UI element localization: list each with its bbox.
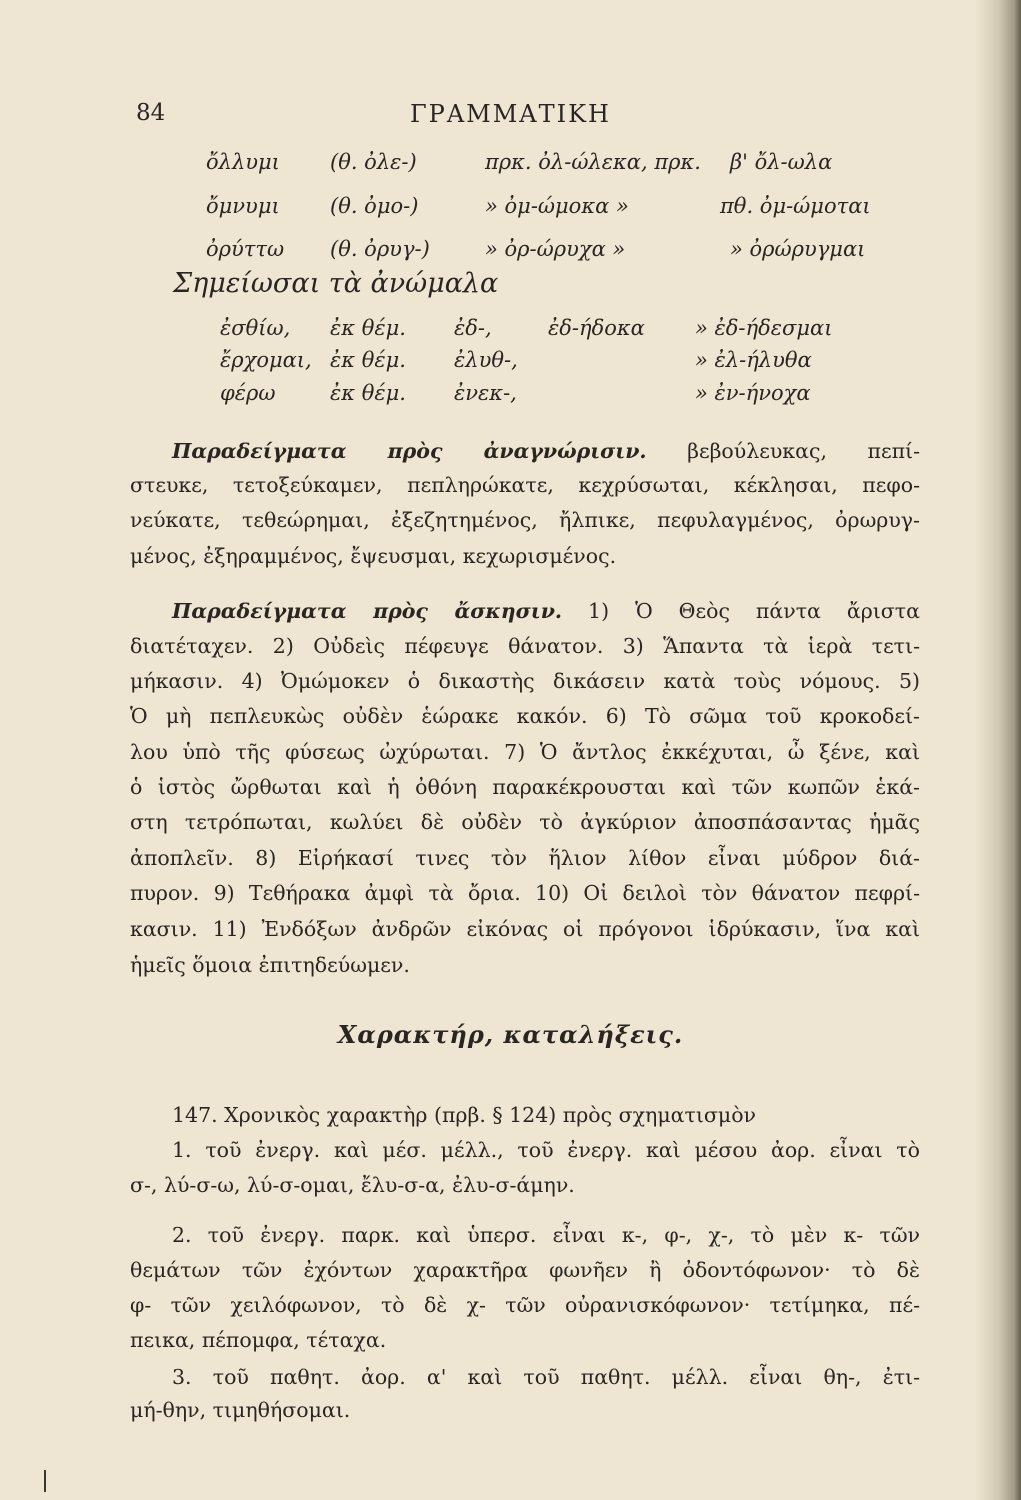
- verb-other-form: » ἐδ-ήδεσμαι: [695, 316, 833, 340]
- margin-mark: [44, 1470, 46, 1492]
- verb-perfect: ἐδ-ήδοκα: [548, 316, 645, 340]
- text-line: [130, 1253, 920, 1287]
- text-line: [130, 699, 920, 733]
- verb-other-form: » ἐλ-ήλυθα: [695, 348, 812, 372]
- text-line: [130, 664, 920, 698]
- line-text: ἡμεῖς ὅμοια ἐπιτηδεύωμεν.: [130, 953, 410, 977]
- text-line: [172, 594, 920, 628]
- paragraph-lead: Παραδείγματα πρὸς ἀναγνώρισιν.: [172, 439, 647, 463]
- text-line: [172, 1133, 920, 1167]
- text-line: [130, 1323, 920, 1357]
- line-text: ἀποπλεῖν. 8) Εἰρήκασί τινες τὸν ἥλιον λίθον εἶναι μύδρον διά-: [130, 846, 920, 870]
- text-line: [130, 503, 920, 537]
- line-text: στευκε, τετοξεύκαμεν, πεπληρώκατε, κεχρύσωται, κέκλησαι, πεφο-: [130, 473, 920, 497]
- verb-source: ἐκ θέμ.: [330, 316, 406, 340]
- page-header: [0, 100, 1021, 140]
- text-line: [130, 735, 920, 769]
- paragraph-lead: Παραδείγματα πρὸς ἄσκησιν.: [172, 599, 563, 623]
- line-text: βεβούλευκας, πεπί-: [646, 439, 921, 463]
- verb-source: ἐκ θέμ.: [330, 381, 406, 405]
- verb-stem: ἐδ-,: [454, 316, 492, 340]
- verb-row: [0, 237, 1021, 271]
- text-line: [130, 1288, 920, 1322]
- line-text: πυρον. 9) Τεθήρακα ἀμφὶ τὰ ὄρια. 10) Οἱ δειλοὶ τὸν θάνατον πεφρί-: [130, 881, 920, 905]
- text-line: [130, 770, 920, 804]
- line-text: 147. Χρονικὸς χαρακτὴρ (πρβ. § 124) πρὸς σχηματισμὸν: [172, 1103, 757, 1127]
- line-text: θεμάτων τῶν ἐχόντων χαρακτῆρα φωνῆεν ἢ ὀδοντόφωνον· τὸ δὲ: [130, 1258, 920, 1282]
- verb-stem: (θ. ὀλε-): [330, 150, 417, 174]
- text-line: [130, 841, 920, 875]
- text-line: [130, 468, 920, 502]
- line-text: λου ὑπὸ τῆς φύσεως ὠχύρωται. 7) Ὁ ἄντλος ἐκκέχυται, ὦ ξένε, καὶ: [130, 740, 920, 764]
- running-title: ΓΡΑΜΜΑΤΙΚΗ: [410, 100, 611, 128]
- verb-lemma: φέρω: [220, 381, 276, 405]
- verb-lemma: ὄμνυμι: [206, 194, 280, 218]
- line-text: 1) Ὁ Θεὸς πάντα ἄριστα: [562, 599, 920, 623]
- verb-other-form: πθ. ὀμ-ώμοται: [720, 194, 871, 218]
- line-text: πεικα, πέπομφα, τέταχα.: [130, 1328, 387, 1352]
- line-text: στη τετρόπωται, κωλύει δὲ οὐδὲν τὸ ἀγκύριον ἀποσπάσαντας ἡμᾶς: [130, 810, 920, 834]
- verb-stem: ἐλυθ-,: [454, 348, 518, 372]
- verb-stem: (θ. ὀμο-): [330, 194, 419, 218]
- line-text: 3. τοῦ παθητ. ἀορ. α' καὶ τοῦ παθητ. μέλλ. εἶναι θη-, ἐτι-: [172, 1365, 920, 1389]
- line-text: 1. τοῦ ἐνεργ. καὶ μέσ. μέλλ., τοῦ ἐνεργ. καὶ μέσου ἀορ. εἶναι τὸ: [172, 1138, 920, 1162]
- text-line: [172, 1360, 920, 1394]
- verb-lemma: ἔρχομαι,: [220, 348, 312, 372]
- verb-row: [0, 381, 1021, 415]
- text-line: [130, 1393, 920, 1427]
- text-line: [130, 912, 920, 946]
- verb-lemma: ἐσθίω,: [220, 316, 291, 340]
- note-line: [0, 268, 1021, 302]
- verb-perfect: » ὀμ-ώμοκα »: [485, 194, 629, 218]
- line-text: μήκασιν. 4) Ὀμώμοκεν ὁ δικαστὴς δικάσειν κατὰ τοὺς νόμους. 5): [130, 669, 920, 693]
- verb-row: [0, 150, 1021, 184]
- section-heading: Χαρακτήρ, καταλήξεις.: [337, 1020, 684, 1049]
- line-text: 2. τοῦ ἐνεργ. παρκ. καὶ ὑπερσ. εἶναι κ-, φ-, χ-, τὸ μὲν κ- τῶν: [172, 1223, 920, 1247]
- verb-row: [0, 316, 1021, 350]
- text-line: [130, 805, 920, 839]
- text-line: [172, 1098, 920, 1132]
- line-text: ὁ ἱστὸς ὤρθωται καὶ ἡ ὀθόνη παρακέκρουσται καὶ τῶν κωπῶν ἑκά-: [130, 775, 920, 799]
- line-text: φ- τῶν χειλόφωνον, τὸ δὲ χ- τῶν οὐρανισκόφωνον· τετίμηκα, πέ-: [130, 1293, 920, 1317]
- line-text: σ-, λύ-σ-ω, λύ-σ-ομαι, ἔλυ-σ-α, ἐλυ-σ-άμην.: [130, 1173, 575, 1197]
- line-text: Ὁ μὴ πεπλευκὼς οὐδὲν ἑώρακε κακόν. 6) Τὸ σῶμα τοῦ κροκοδεί-: [130, 704, 920, 728]
- line-text: μή-θην, τιμηθήσομαι.: [130, 1398, 351, 1422]
- verb-row: [0, 194, 1021, 228]
- verb-perfect: » ὀρ-ώρυχα »: [485, 237, 626, 261]
- verb-row: [0, 348, 1021, 382]
- line-text: νεύκατε, τεθεώρημαι, ἐξεζητημένος, ἤλπικε, πεφυλαγμένος, ὀρωρυγ-: [130, 508, 920, 532]
- irregular-note: Σημείωσαι τὰ ἀνώμαλα: [173, 268, 499, 299]
- line-text: μένος, ἐξηραμμένος, ἔψευσμαι, κεχωρισμένος.: [130, 544, 617, 568]
- verb-other-form: » ὀρώρυγμαι: [730, 237, 866, 261]
- verb-other-form: β' ὄλ-ωλα: [730, 150, 833, 174]
- text-line: [130, 539, 920, 573]
- text-line: [172, 1218, 920, 1252]
- page-number: 84: [136, 100, 166, 126]
- verb-stem: ἐνεκ-,: [454, 381, 517, 405]
- text-line: [172, 434, 920, 468]
- text-line: [130, 948, 920, 982]
- verb-lemma: ὀρύττω: [206, 237, 285, 261]
- verb-lemma: ὄλλυμι: [206, 150, 280, 174]
- text-line: [130, 629, 920, 663]
- verb-stem: (θ. ὀρυγ-): [330, 237, 430, 261]
- text-line: [130, 1168, 920, 1202]
- verb-other-form: » ἐν-ήνοχα: [695, 381, 811, 405]
- line-text: διατέταχεν. 2) Οὐδεὶς πέφευγε θάνατον. 3) Ἅπαντα τὰ ἱερὰ τετι-: [130, 634, 920, 658]
- text-line: [130, 876, 920, 910]
- verb-source: ἐκ θέμ.: [330, 348, 406, 372]
- verb-perfect: πρκ. ὀλ-ώλεκα, πρκ.: [485, 150, 701, 174]
- line-text: κασιν. 11) Ἐνδόξων ἀνδρῶν εἰκόνας οἱ πρόγονοι ἱδρύκασιν, ἵνα καὶ: [130, 917, 920, 941]
